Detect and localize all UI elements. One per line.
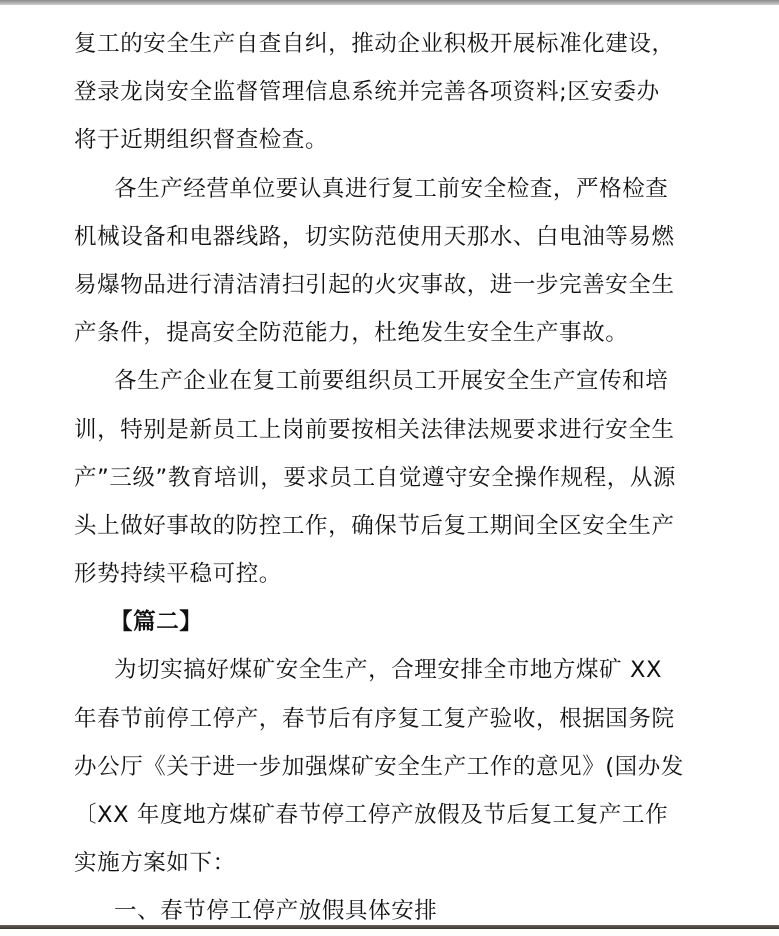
document-page [74, 20, 714, 936]
top-frame-border [0, 0, 779, 5]
text-line: 年春节前停工停产，春节后有序复工复产验收，根据国务院 [74, 705, 675, 732]
text-line: 〔XX 年度地方煤矿春节停工停产放假及节后复工复产工作 [74, 802, 669, 828]
subsection-heading: 一、春节停工停产放假具体安排 [114, 898, 438, 925]
text-line: 产条件，提高安全防范能力，杜绝发生安全生产事故。 [74, 320, 629, 347]
bottom-frame-border [0, 925, 779, 929]
text-line: 头上做好事故的防控工作，确保节后复工期间全区安全生产 [74, 512, 675, 539]
paragraph-first-line: 为切实搞好煤矿安全生产，合理安排全市地方煤矿 XX [114, 657, 662, 684]
paragraph-first-line: 各生产经营单位要认真进行复工前安全检查，严格检查 [114, 175, 669, 202]
text-line: 登录龙岗安全监督管理信息系统并完善各项资料;区安委办 [74, 79, 660, 106]
paragraph-first-line: 各生产企业在复工前要组织员工开展安全生产宣传和培 [114, 368, 669, 395]
text-line: 办公厅《关于进一步加强煤矿安全生产工作的意见》(国办发 [74, 753, 684, 780]
section-heading: 【篇二】 [110, 609, 203, 636]
text-line: 实施方案如下： [74, 850, 236, 877]
text-line: 训，特别是新员工上岗前要按相关法律法规要求进行安全生 [74, 416, 675, 443]
text-line: 将于近期组织督查检查。 [74, 127, 329, 154]
text-line: 复工的安全生产自查自纠，推动企业积极开展标准化建设， [74, 31, 675, 57]
text-line: 机械设备和电器线路，切实防范使用天那水、白电油等易燃 [74, 223, 675, 250]
text-line: 易爆物品进行清洁清扫引起的火灾事故，进一步完善安全生 [74, 271, 675, 298]
text-line: 形势持续平稳可控。 [74, 561, 282, 588]
text-line: 产”三级”教育培训，要求员工自觉遵守安全操作规程，从源 [74, 464, 677, 491]
